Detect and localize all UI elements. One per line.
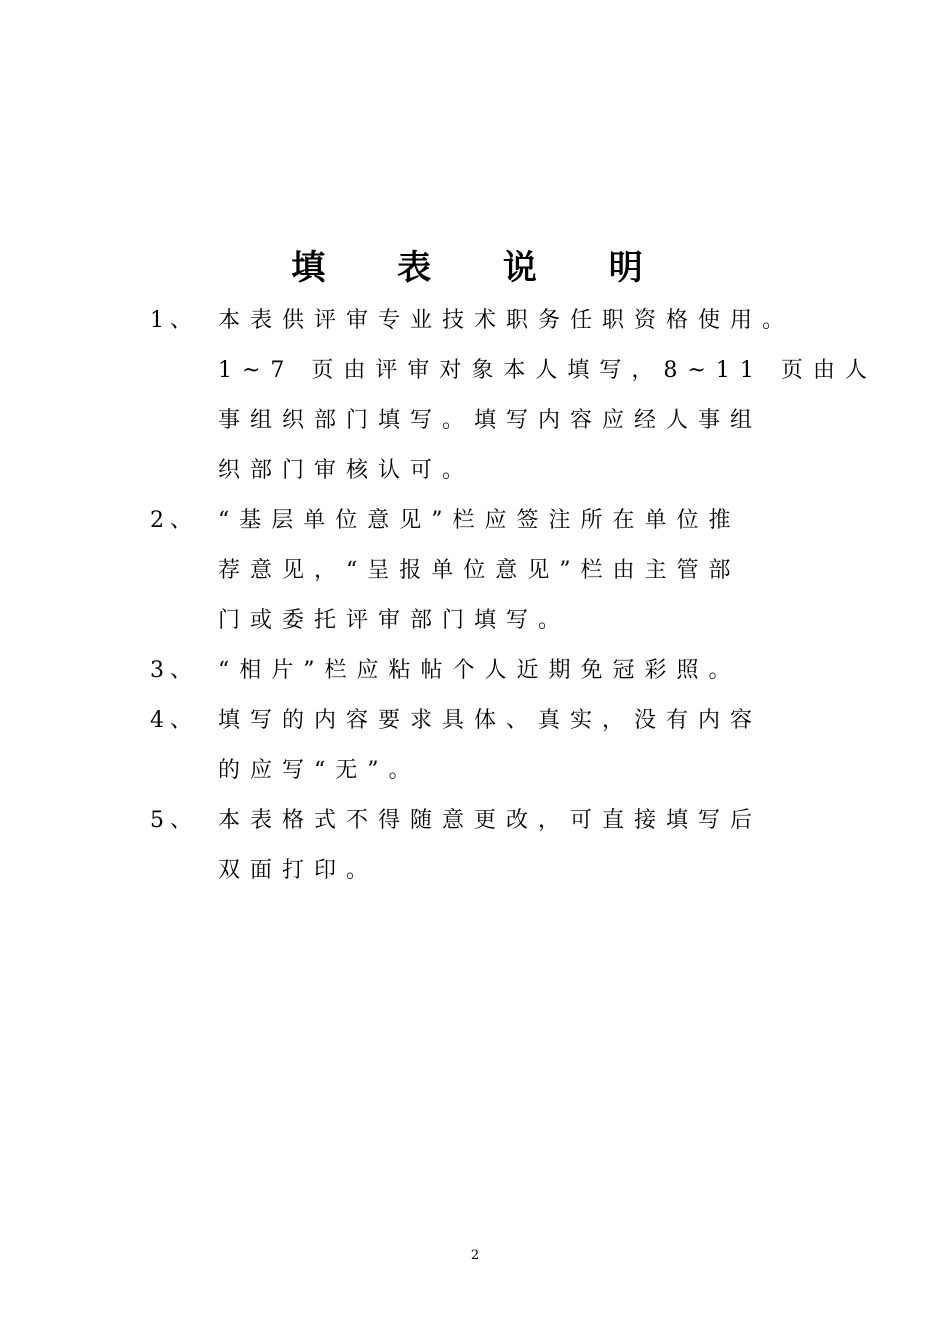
- instruction-line: “相片”栏应粘帖个人近期免冠彩照。: [218, 658, 741, 683]
- instruction-line: “基层单位意见”栏应签注所在单位推: [218, 508, 741, 533]
- instruction-line: 本表格式不得随意更改，可直接填写后: [218, 808, 763, 833]
- instruction-line: 荐意见，“呈报单位意见”栏由主管部: [218, 558, 741, 583]
- instruction-line: 本表供评审专业技术职务任职资格使用。: [218, 308, 795, 333]
- page-number: 2: [470, 1248, 480, 1263]
- instruction-item-2: [150, 496, 850, 646]
- instruction-line: 织部门审核认可。: [218, 458, 475, 483]
- instruction-line: 1~7 页由评审对象本人填写，8~11 页由人: [218, 358, 877, 383]
- instruction-number: 3、: [150, 658, 198, 683]
- instruction-text: [218, 496, 850, 646]
- instruction-line: 门或委托评审部门填写。: [218, 608, 571, 633]
- instruction-line: 填写的内容要求具体、真实，没有内容: [218, 708, 763, 733]
- instruction-line: 的应写“无”。: [218, 758, 421, 783]
- instruction-item-3: [150, 646, 850, 696]
- instruction-text: [218, 646, 850, 696]
- instruction-number: 1、: [150, 308, 198, 333]
- instruction-number: 4、: [150, 708, 198, 733]
- instruction-list: [150, 296, 877, 896]
- instruction-text: [218, 696, 850, 796]
- instruction-number: 2、: [150, 508, 198, 533]
- instruction-line: 事组织部门填写。填写内容应经人事组: [218, 408, 763, 433]
- instruction-text: [218, 296, 877, 496]
- instruction-number: 5、: [150, 808, 198, 833]
- instruction-item-1: [150, 296, 877, 496]
- page-title: 填 表 说 明: [291, 248, 673, 288]
- instruction-text: [218, 796, 850, 896]
- instruction-item-4: [150, 696, 850, 796]
- instruction-item-5: [150, 796, 850, 896]
- instruction-line: 双面打印。: [218, 858, 379, 883]
